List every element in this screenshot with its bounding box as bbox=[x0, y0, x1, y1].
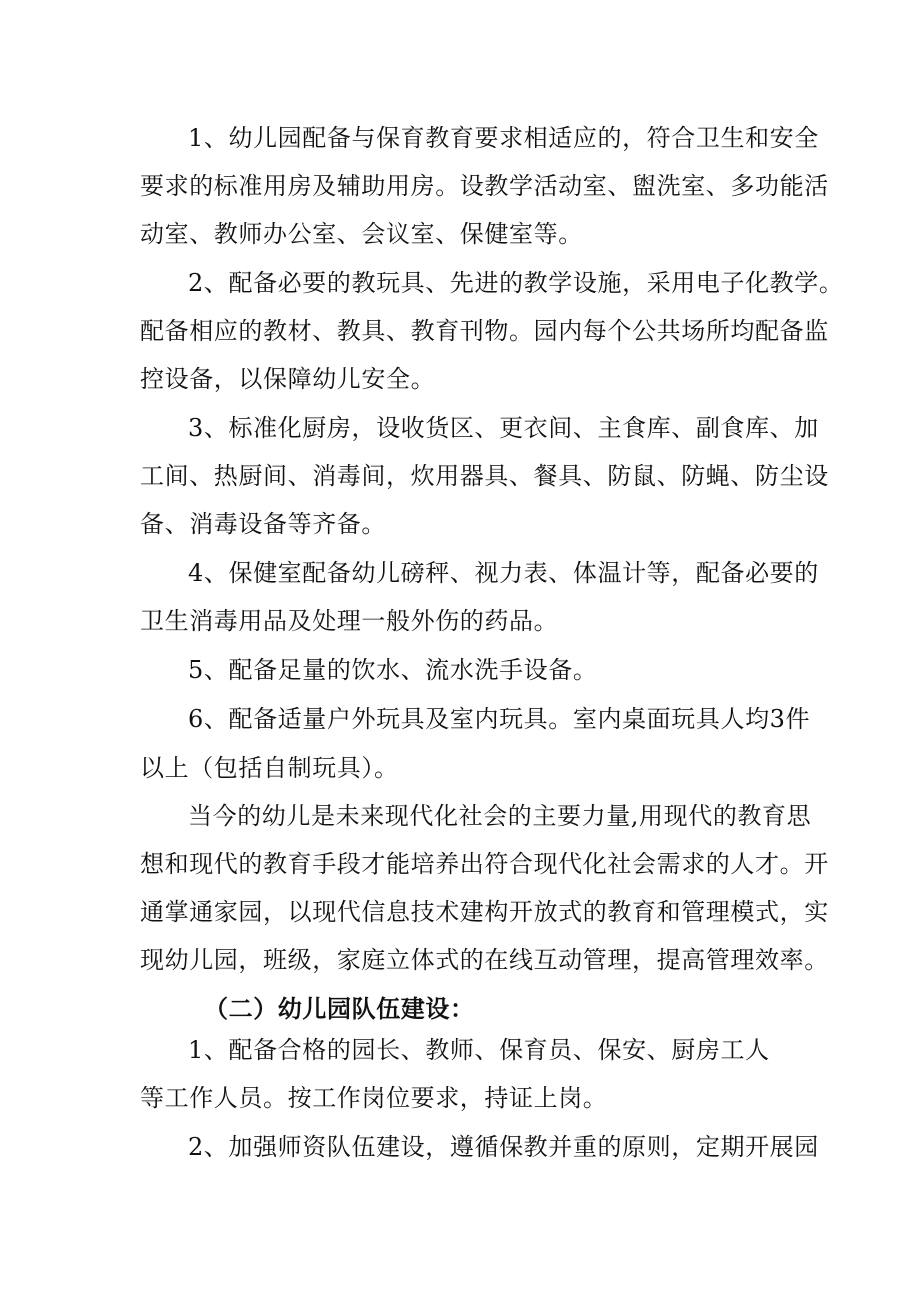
paragraph-5-line-1: 5、配备足量的饮水、流水洗手设备。 bbox=[188, 656, 598, 684]
paragraph-1-line-3: 动室、教师办公室、会议室、保健室等。 bbox=[140, 220, 583, 248]
paragraph-2-line-3: 控设备，以保障幼儿安全。 bbox=[140, 365, 436, 393]
section-paragraph-1-line-2: 等工作人员。按工作岗位要求，持证上岗。 bbox=[140, 1084, 608, 1112]
paragraph-1-line-2: 要求的标准用房及辅助用房。设教学活动室、盥洗室、多功能活 bbox=[140, 172, 829, 200]
section-paragraph-2-line-1: 2、加强师资队伍建设，遵循保教并重的原则，定期开展园 bbox=[188, 1133, 819, 1161]
paragraph-3-line-3: 备、消毒设备等齐备。 bbox=[140, 510, 386, 538]
paragraph-1-line-1: 1、幼儿园配备与保育教育要求相适应的，符合卫生和安全 bbox=[188, 124, 819, 152]
section-heading: （二）幼儿园队伍建设： bbox=[204, 994, 475, 1023]
paragraph-6-line-1: 6、配备适量户外玩具及室内玩具。室内桌面玩具人均3件 bbox=[188, 705, 811, 733]
paragraph-2-line-2: 配备相应的教材、教具、教育刊物。园内每个公共场所均配备监 bbox=[140, 317, 829, 345]
paragraph-7-line-1: 当今的幼儿是未来现代化社会的主要力量,用现代的教育思 bbox=[188, 802, 812, 830]
paragraph-4-line-2: 卫生消毒用品及处理一般外伤的药品。 bbox=[140, 607, 559, 635]
paragraph-4-line-1: 4、保健室配备幼儿磅秤、视力表、体温计等，配备必要的 bbox=[188, 559, 819, 587]
section-paragraph-1-line-1: 1、配备合格的园长、教师、保育员、保安、厨房工人 bbox=[188, 1036, 770, 1064]
paragraph-3-line-1: 3、标准化厨房，设收货区、更衣间、主食库、副食库、加 bbox=[188, 414, 819, 442]
paragraph-3-line-2: 工间、热厨间、消毒间，炊用器具、餐具、防鼠、防蝇、防尘设 bbox=[140, 462, 829, 490]
paragraph-6-line-2: 以上（包括自制玩具）。 bbox=[140, 754, 399, 782]
paragraph-7-line-3: 通掌通家园，以现代信息技术建构开放式的教育和管理模式，实 bbox=[140, 898, 829, 926]
paragraph-7-line-4: 现幼儿园，班级，家庭立体式的在线互动管理，提高管理效率。 bbox=[140, 946, 829, 974]
paragraph-7-line-2: 想和现代的教育手段才能培养出符合现代化社会需求的人才。开 bbox=[140, 850, 829, 878]
paragraph-2-line-1: 2、配备必要的教玩具、先进的教学设施，采用电子化教学。 bbox=[188, 269, 844, 297]
